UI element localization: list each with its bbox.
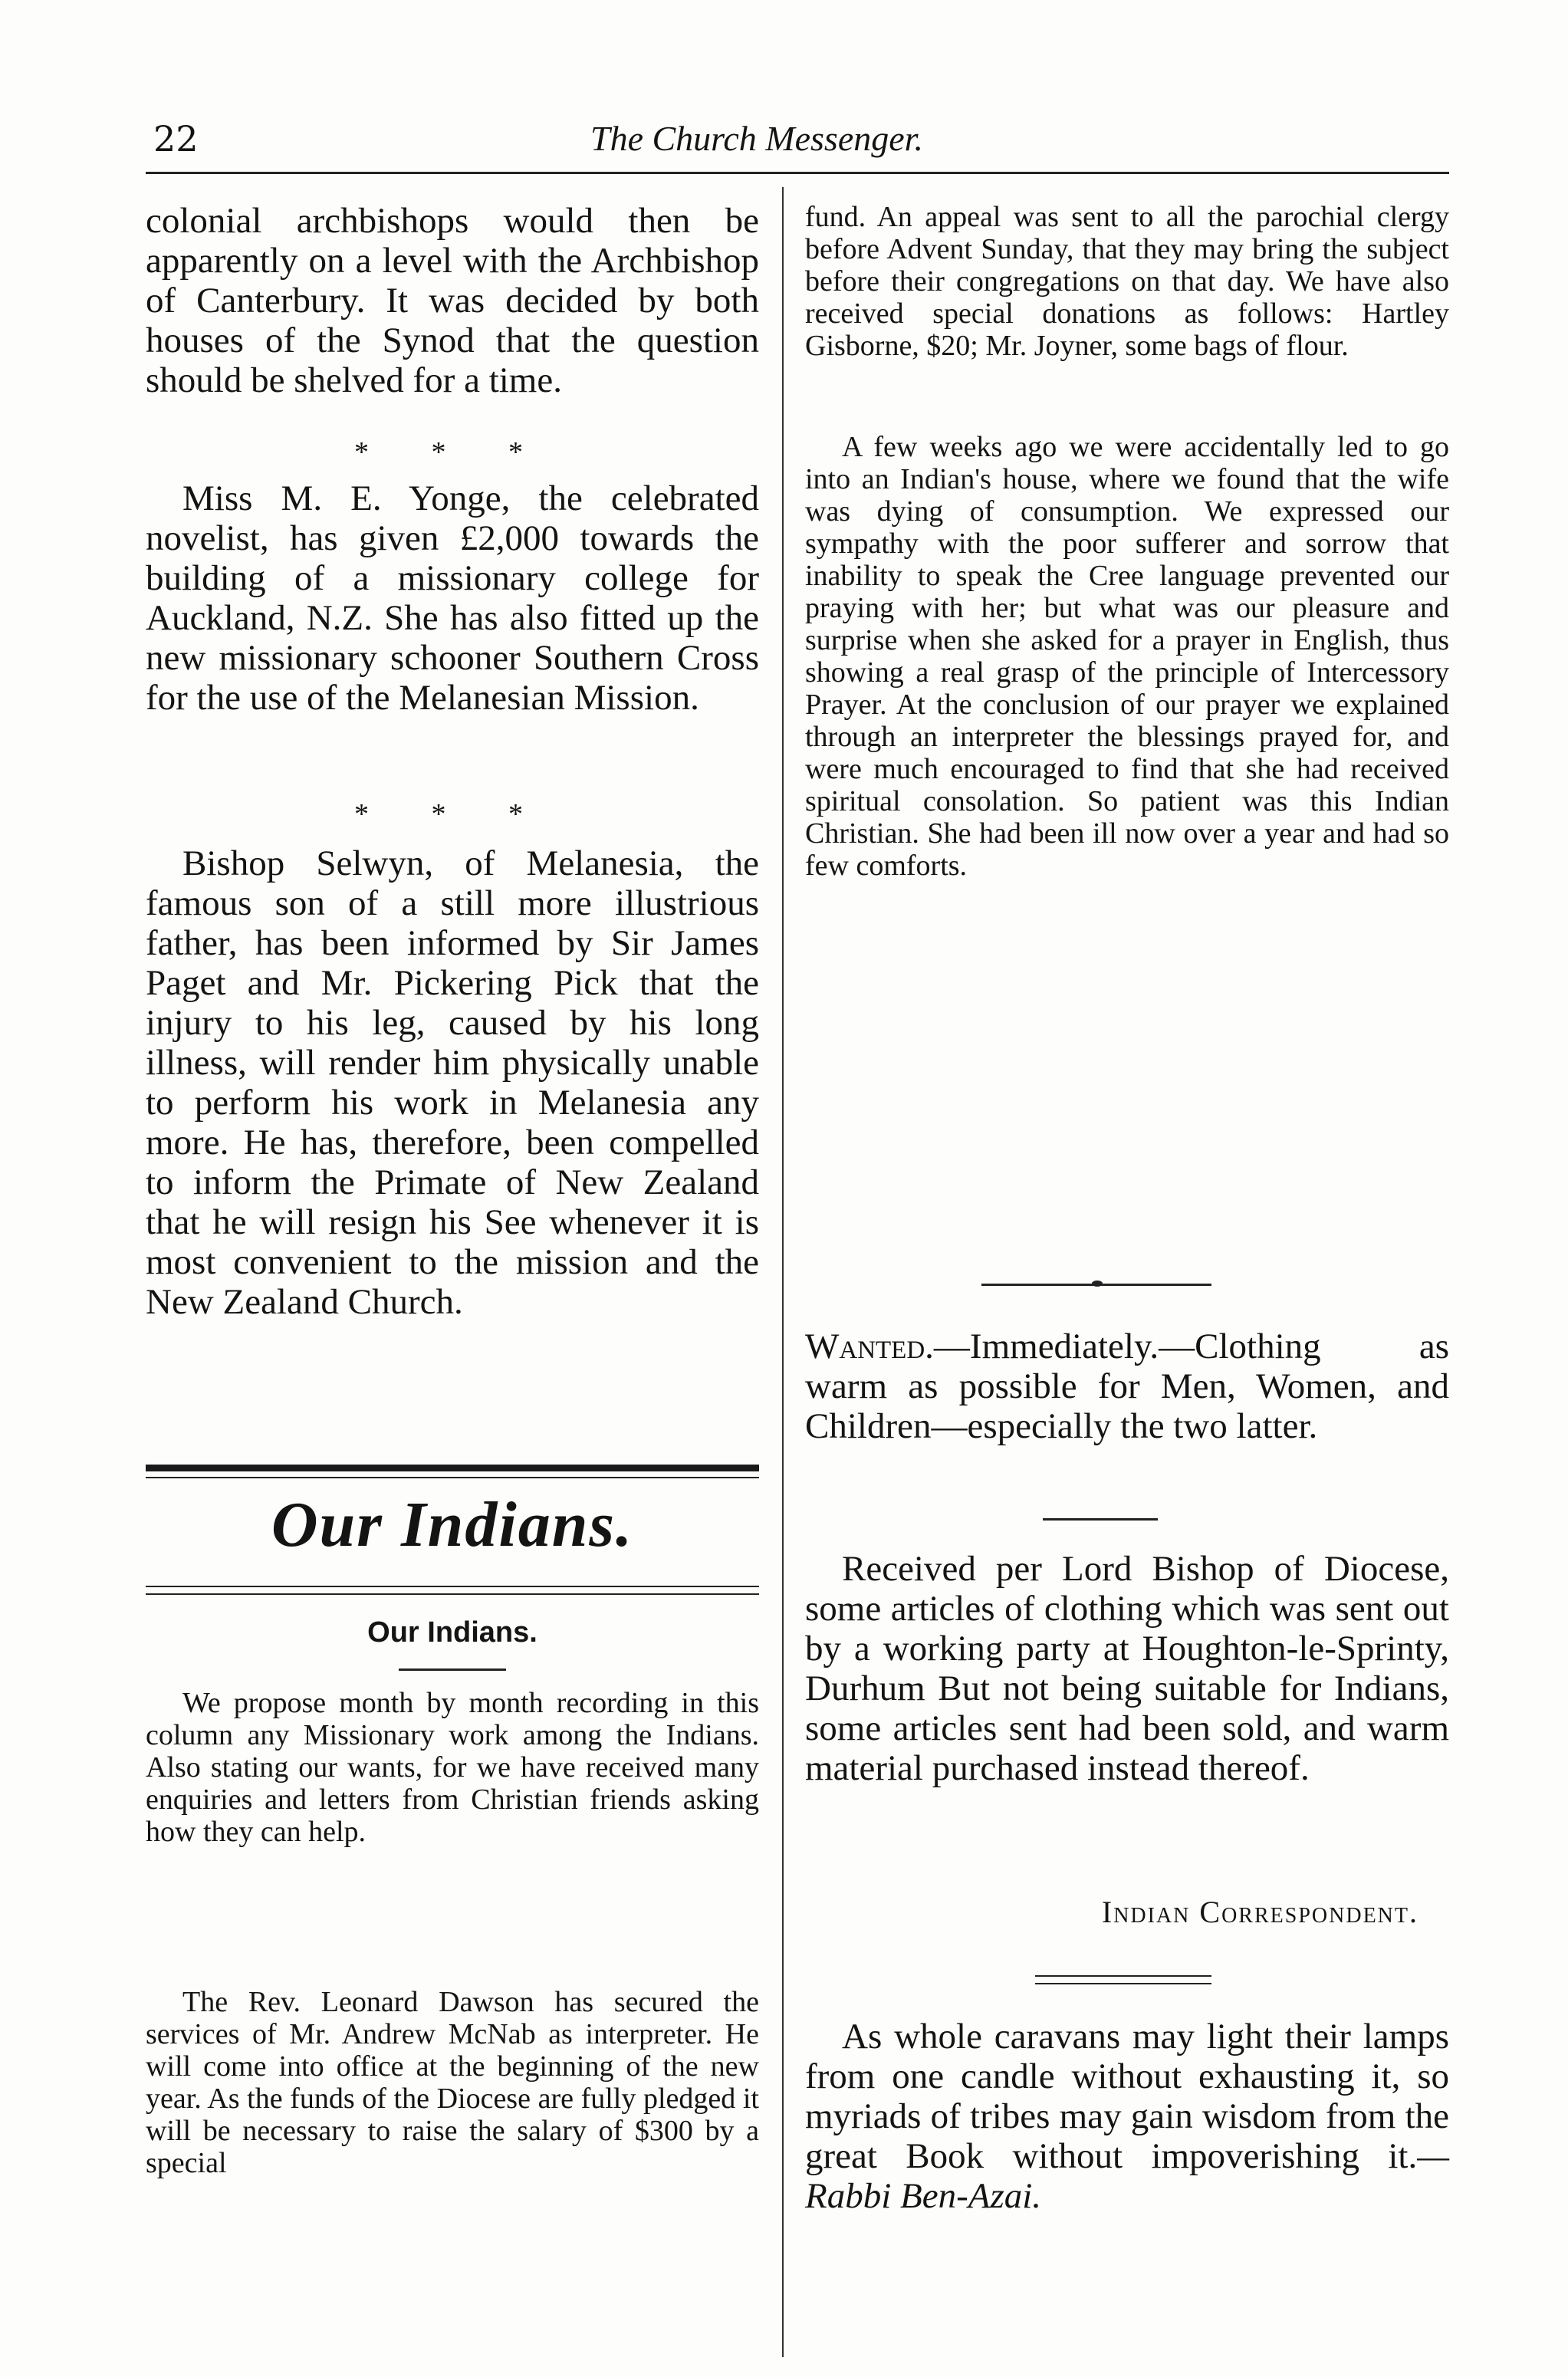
column-divider [782, 187, 784, 2357]
fund-paragraph: fund. An appeal was sent to all the parochial clergy before Advent Sunday, that they may bring the subject before their congregations on that day. We have also received special donations as follows: Hartley Gisborne, $20; Mr. Joyner, some bags of flour. [805, 201, 1449, 362]
section-thin-rule [146, 1593, 759, 1595]
archbishops-paragraph: colonial archbishops would then be apparently on a level with the Archbishop of Canterbury. It was decided by both houses of the Synod that the question should be shelved for a time. [146, 201, 759, 400]
subheading: Our Indians. [367, 1616, 537, 1649]
double-rule [1035, 1975, 1211, 1977]
header-rule [146, 172, 1449, 174]
quote-text: As whole caravans may light their lamps from one candle without exhausting it, so myriads of tribes may gain wisdom from the great Book without impoverishing it. [805, 2017, 1449, 2176]
section-separator-stars: * * * [354, 798, 551, 830]
quote-paragraph [805, 2017, 1449, 2216]
section-title: Our Indians. [271, 1489, 634, 1560]
page-header [146, 115, 1449, 169]
page-number: 22 [153, 118, 199, 159]
section-thin-rule [146, 1586, 759, 1587]
dawson-paragraph: The Rev. Leonard Dawson has secured the services of Mr. Andrew McNab as interpreter. He will come into office at the beginning of the new year. As the funds of the Diocese are fully pledged it will be necessary to raise the salary of $300 by a special [146, 1986, 759, 2179]
section-separator-stars: * * * [354, 436, 551, 468]
running-title: The Church Messenger. [590, 119, 923, 158]
short-rule [1043, 1518, 1158, 1521]
quote-attribution: —Rabbi Ben-Azai. [805, 2136, 1449, 2216]
section-heavy-rule [146, 1465, 759, 1471]
wanted-label: Wanted. [805, 1327, 934, 1366]
wanted-text: —Immediately.—Clothing as warm as possible for Men, Women, and Children—especially the two latter. [805, 1327, 1449, 1446]
yonge-paragraph: Miss M. E. Yonge, the celebrated novelist, has given £2,000 towards the building of a missionary college for Auckland, N.Z. She has also fitted up the new missionary schooner Southern Cross for the use of the Melanesian Mission. [146, 478, 759, 718]
clothing-paragraph: Received per Lord Bishop of Diocese, some articles of clothing which was sent out by a working party at Houghton-le-Sprinty, Durhum But not being suitable for Indians, some articles sent had been sold, and warm material purchased instead thereof. [805, 1549, 1449, 1788]
signature: Indian Correspondent. [1101, 1895, 1418, 1929]
ornament-dot [1092, 1281, 1103, 1287]
intro-paragraph: We propose month by month recording in this column any Missionary work among the Indians. Also stating our wants, for we have received many enquiries and letters from Christian friends asking how they can help. [146, 1687, 759, 1848]
section-thin-rule [146, 1477, 759, 1478]
selwyn-paragraph: Bishop Selwyn, of Melanesia, the famous son of a still more illustrious father, has been informed by Sir James Paget and Mr. Pickering Pick that the injury to his leg, caused by his long illness, will render him physically unable to perform his work in Melanesia any more. He has, therefore, been compelled to inform the Primate of New Zealand that he will resign his See whenever it is most convenient to the mission and the New Zealand Church. [146, 843, 759, 1322]
short-rule [399, 1669, 506, 1671]
double-rule [1035, 1983, 1211, 1984]
wanted-notice [805, 1327, 1449, 1446]
cree-woman-paragraph: A few weeks ago we were accidentally led to go into an Indian's house, where we found that the wife was dying of consumption. We expressed our sympathy with the poor sufferer and sorrow that inability to speak the Cree language prevented our praying with her; but what was our pleasure and surprise when she asked for a prayer in English, thus showing a real grasp of the principle of Intercessory Prayer. At the conclusion of our prayer we explained through an interpreter the blessings prayed for, and were much encouraged to find that she had received spiritual consolation. So patient was this Indian Christian. She had been ill now over a year and had so few comforts. [805, 431, 1449, 882]
